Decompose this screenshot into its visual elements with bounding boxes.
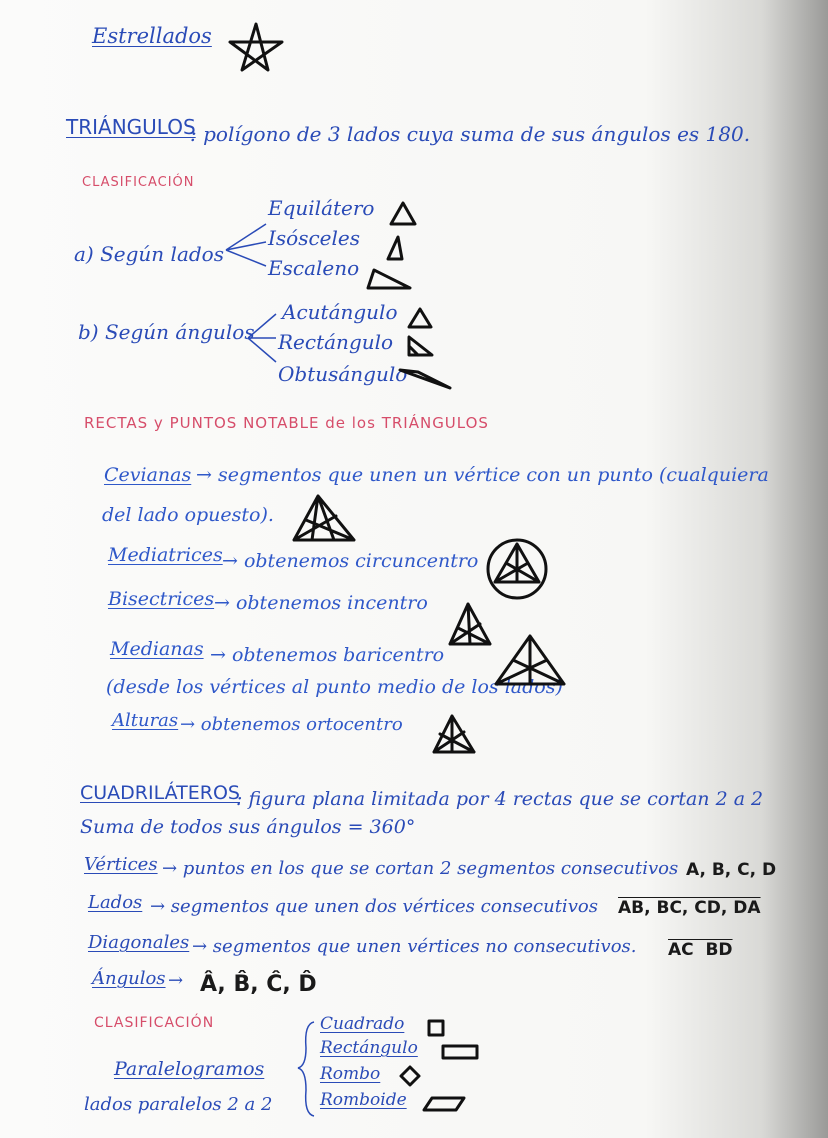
mediatrices-term: Mediatrices	[108, 544, 223, 566]
equilateral-triangle-icon	[388, 200, 418, 228]
cuadrilateros-clasificacion-label: CLASIFICACIÓN	[94, 1015, 215, 1031]
branch-arrows-lados	[222, 220, 270, 276]
triangulos-definition: : polígono de 3 lados cuya suma de sus ángulos es 180.	[190, 122, 751, 146]
mediatrices-desc: → obtenemos circuncentro	[222, 550, 479, 572]
diagonales-value: AC BD	[668, 940, 733, 960]
paralelogramos-item-romboide: Romboide	[320, 1090, 407, 1110]
lados-item-equilatero: Equilátero	[268, 196, 375, 220]
rectangle-icon	[440, 1042, 480, 1062]
rhombus-icon	[398, 1064, 422, 1088]
vertices-term: Vértices	[84, 854, 158, 875]
angulos-desc: →	[168, 970, 184, 991]
medianas-term: Medianas	[110, 638, 204, 660]
circumcenter-circle-icon	[484, 536, 550, 602]
diagonales-term: Diagonales	[88, 932, 190, 953]
orthocenter-triangle-icon	[430, 712, 478, 756]
star-polygon-icon	[224, 20, 288, 76]
medianas-desc: → obtenemos baricentro	[210, 644, 445, 666]
segun-angulos-label: b) Según ángulos	[78, 320, 255, 344]
notables-title: RECTAS y PUNTOS NOTABLE de los TRIÁNGULOS	[84, 414, 489, 432]
triangulos-clasificacion-label: CLASIFICACIÓN	[82, 175, 195, 190]
scalene-triangle-icon	[364, 266, 414, 292]
paralelogramos-sublabel: lados paralelos 2 a 2	[84, 1094, 273, 1115]
branch-arrows-angulos	[244, 310, 280, 370]
angulos-item-acutangulo: Acutángulo	[282, 300, 398, 324]
medianas-desc2: (desde los vértices al punto medio de los lados)	[106, 676, 563, 698]
lados-item-escaleno: Escaleno	[268, 256, 360, 280]
bisectrices-term: Bisectrices	[108, 588, 215, 610]
heading-estrellados: Estrellados	[92, 24, 212, 48]
paralelogramos-label: Paralelogramos	[114, 1058, 265, 1080]
angulos-item-obtusangulo: Obtusángulo	[278, 362, 408, 386]
segun-lados-label: a) Según lados	[74, 242, 224, 266]
right-triangle-icon	[404, 334, 436, 358]
bisectrices-desc: → obtenemos incentro	[214, 592, 428, 614]
alturas-desc: → obtenemos ortocentro	[180, 714, 403, 735]
acute-triangle-icon	[406, 306, 434, 330]
lados-desc: → segmentos que unen dos vértices consecutivos	[150, 896, 598, 917]
isosceles-triangle-icon	[384, 234, 406, 262]
square-icon	[426, 1018, 448, 1038]
triangulos-title: TRIÁNGULOS	[66, 115, 196, 139]
barycenter-triangle-icon	[492, 632, 568, 688]
cevianas-triangle-icon	[290, 492, 360, 544]
alturas-term: Alturas	[112, 710, 179, 731]
angulos-value: Â, B̂, Ĉ, D̂	[200, 972, 317, 997]
vertices-desc: → puntos en los que se cortan 2 segmentos consecutivos	[162, 858, 679, 879]
incenter-triangle-icon	[446, 600, 494, 648]
brace-icon	[294, 1018, 318, 1118]
diagonales-desc: → segmentos que unen vértices no consecutivos.	[192, 936, 637, 957]
paralelogramos-item-rombo: Rombo	[320, 1064, 381, 1084]
angulos-item-rectangulo: Rectángulo	[278, 330, 394, 354]
cevianas-desc: → segmentos que unen un vértice con un punto (cualquiera	[196, 464, 769, 486]
cevianas-desc2: del lado opuesto).	[102, 504, 274, 526]
vertices-value: A, B, C, D	[686, 860, 777, 880]
rhomboid-icon	[420, 1094, 468, 1114]
angulos-term: Ángulos	[92, 968, 166, 989]
lados-value: AB, BC, CD, DA	[618, 898, 761, 918]
obtuse-triangle-icon	[396, 366, 454, 392]
lados-item-isosceles: Isósceles	[268, 226, 361, 250]
cuadrilateros-definition: : figura plana limitada por 4 rectas que se cortan 2 a 2	[236, 788, 764, 810]
cuadrilateros-suma: Suma de todos sus ángulos = 360°	[80, 816, 416, 838]
cevianas-term: Cevianas	[104, 464, 192, 486]
lados-term: Lados	[88, 892, 143, 913]
paralelogramos-item-cuadrado: Cuadrado	[320, 1014, 405, 1034]
paralelogramos-item-rectangulo: Rectángulo	[320, 1038, 418, 1058]
cuadrilateros-title: CUADRILÁTEROS	[80, 782, 240, 804]
